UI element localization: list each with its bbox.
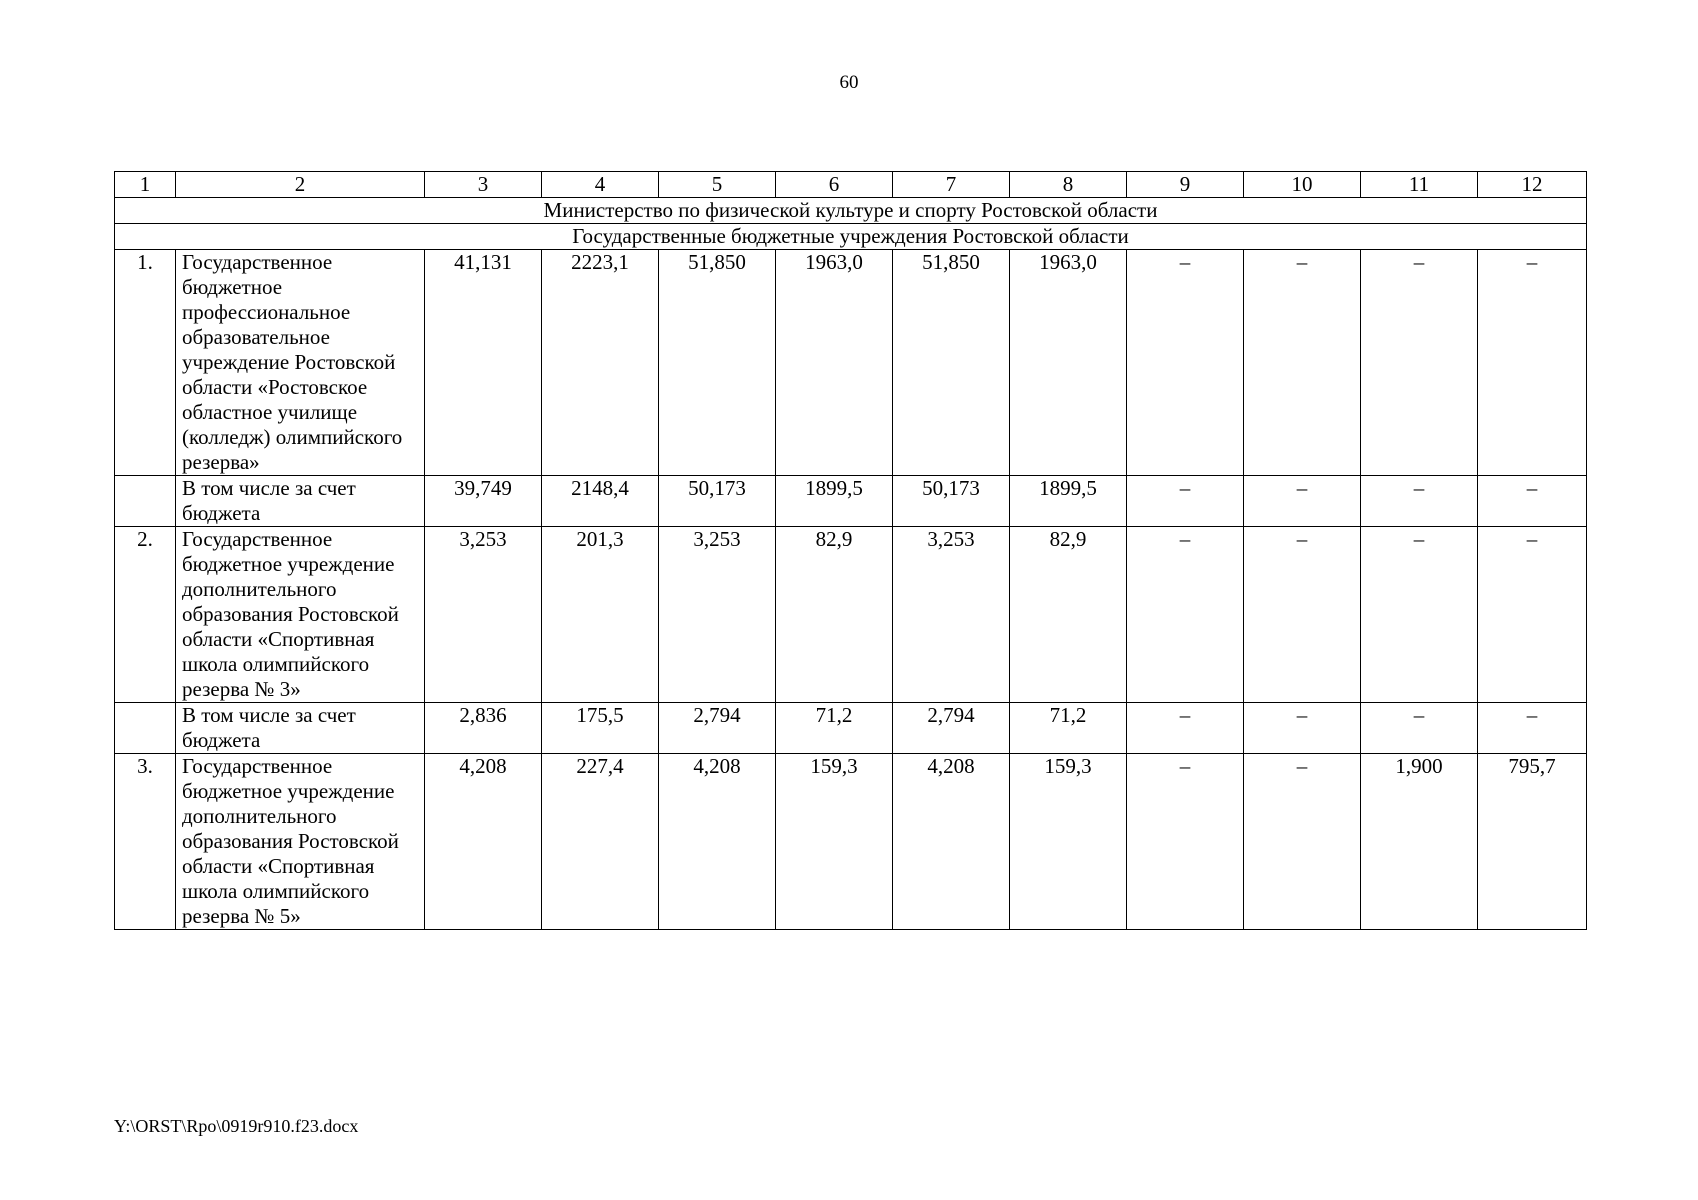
column-number-row [115, 172, 1587, 198]
value-cell: 3,253 [659, 527, 776, 703]
value-cell: 795,7 [1478, 754, 1587, 930]
value-cell: 3,253 [425, 527, 542, 703]
column-number: 1 [115, 172, 176, 198]
row-number: 2. [115, 527, 176, 703]
column-number: 11 [1361, 172, 1478, 198]
value-cell: – [1127, 250, 1244, 476]
value-cell: – [1361, 476, 1478, 527]
value-cell: 51,850 [893, 250, 1010, 476]
value-cell: 2,836 [425, 703, 542, 754]
page-number: 60 [839, 72, 859, 93]
column-number: 5 [659, 172, 776, 198]
value-cell: – [1244, 754, 1361, 930]
value-cell: 2223,1 [542, 250, 659, 476]
value-cell: 3,253 [893, 527, 1010, 703]
value-cell: 4,208 [893, 754, 1010, 930]
value-cell: 41,131 [425, 250, 542, 476]
institution-name: Государственное бюджетное учреждение дополнительного образования Ростовской области «Спортивная школа олимпийского резерва № 5» [176, 754, 425, 930]
institution-name: В том числе за счет бюджета [176, 476, 425, 527]
value-cell: 1963,0 [776, 250, 893, 476]
value-cell: – [1361, 250, 1478, 476]
value-cell: 159,3 [776, 754, 893, 930]
row-number [115, 703, 176, 754]
value-cell: 2,794 [659, 703, 776, 754]
value-cell: 1,900 [1361, 754, 1478, 930]
row-number: 3. [115, 754, 176, 930]
row-number [115, 476, 176, 527]
value-cell: 39,749 [425, 476, 542, 527]
institutions-group-row [115, 224, 1587, 250]
institutions-group-title: Государственные бюджетные учреждения Ростовской области [115, 224, 1587, 250]
column-number: 12 [1478, 172, 1587, 198]
table-row [115, 703, 1587, 754]
value-cell: – [1244, 476, 1361, 527]
column-number: 9 [1127, 172, 1244, 198]
institution-name: В том числе за счет бюджета [176, 703, 425, 754]
value-cell: – [1478, 250, 1587, 476]
value-cell: – [1244, 250, 1361, 476]
column-number: 3 [425, 172, 542, 198]
value-cell: – [1478, 476, 1587, 527]
value-cell: 4,208 [659, 754, 776, 930]
value-cell: 227,4 [542, 754, 659, 930]
file-path-footer: Y:\ORST\Rpo\0919r910.f23.docx [114, 1116, 359, 1136]
value-cell: 1963,0 [1010, 250, 1127, 476]
value-cell: – [1478, 527, 1587, 703]
value-cell: 175,5 [542, 703, 659, 754]
value-cell: – [1244, 703, 1361, 754]
budget-table [114, 171, 1587, 930]
value-cell: – [1361, 703, 1478, 754]
value-cell: 2,794 [893, 703, 1010, 754]
table-row [115, 754, 1587, 930]
value-cell: 2148,4 [542, 476, 659, 527]
value-cell: 4,208 [425, 754, 542, 930]
institution-name: Государственное бюджетное профессиональное образовательное учреждение Ростовской области «Ростовское областное училище (колледж) олимпийского резерва» [176, 250, 425, 476]
value-cell: 51,850 [659, 250, 776, 476]
column-number: 4 [542, 172, 659, 198]
value-cell: – [1127, 527, 1244, 703]
value-cell: – [1478, 703, 1587, 754]
value-cell: 71,2 [1010, 703, 1127, 754]
value-cell: 71,2 [776, 703, 893, 754]
value-cell: 201,3 [542, 527, 659, 703]
value-cell: 50,173 [659, 476, 776, 527]
value-cell: – [1361, 527, 1478, 703]
column-number: 6 [776, 172, 893, 198]
value-cell: 82,9 [776, 527, 893, 703]
value-cell: – [1127, 476, 1244, 527]
column-number: 8 [1010, 172, 1127, 198]
table-row [115, 527, 1587, 703]
value-cell: – [1127, 703, 1244, 754]
row-number: 1. [115, 250, 176, 476]
table-row [115, 476, 1587, 527]
value-cell: 159,3 [1010, 754, 1127, 930]
ministry-title: Министерство по физической культуре и спорту Ростовской области [115, 198, 1587, 224]
value-cell: 82,9 [1010, 527, 1127, 703]
column-number: 2 [176, 172, 425, 198]
value-cell: 1899,5 [776, 476, 893, 527]
column-number: 7 [893, 172, 1010, 198]
table-row [115, 250, 1587, 476]
value-cell: – [1127, 754, 1244, 930]
value-cell: – [1244, 527, 1361, 703]
ministry-row [115, 198, 1587, 224]
value-cell: 50,173 [893, 476, 1010, 527]
value-cell: 1899,5 [1010, 476, 1127, 527]
institution-name: Государственное бюджетное учреждение дополнительного образования Ростовской области «Спортивная школа олимпийского резерва № 3» [176, 527, 425, 703]
column-number: 10 [1244, 172, 1361, 198]
